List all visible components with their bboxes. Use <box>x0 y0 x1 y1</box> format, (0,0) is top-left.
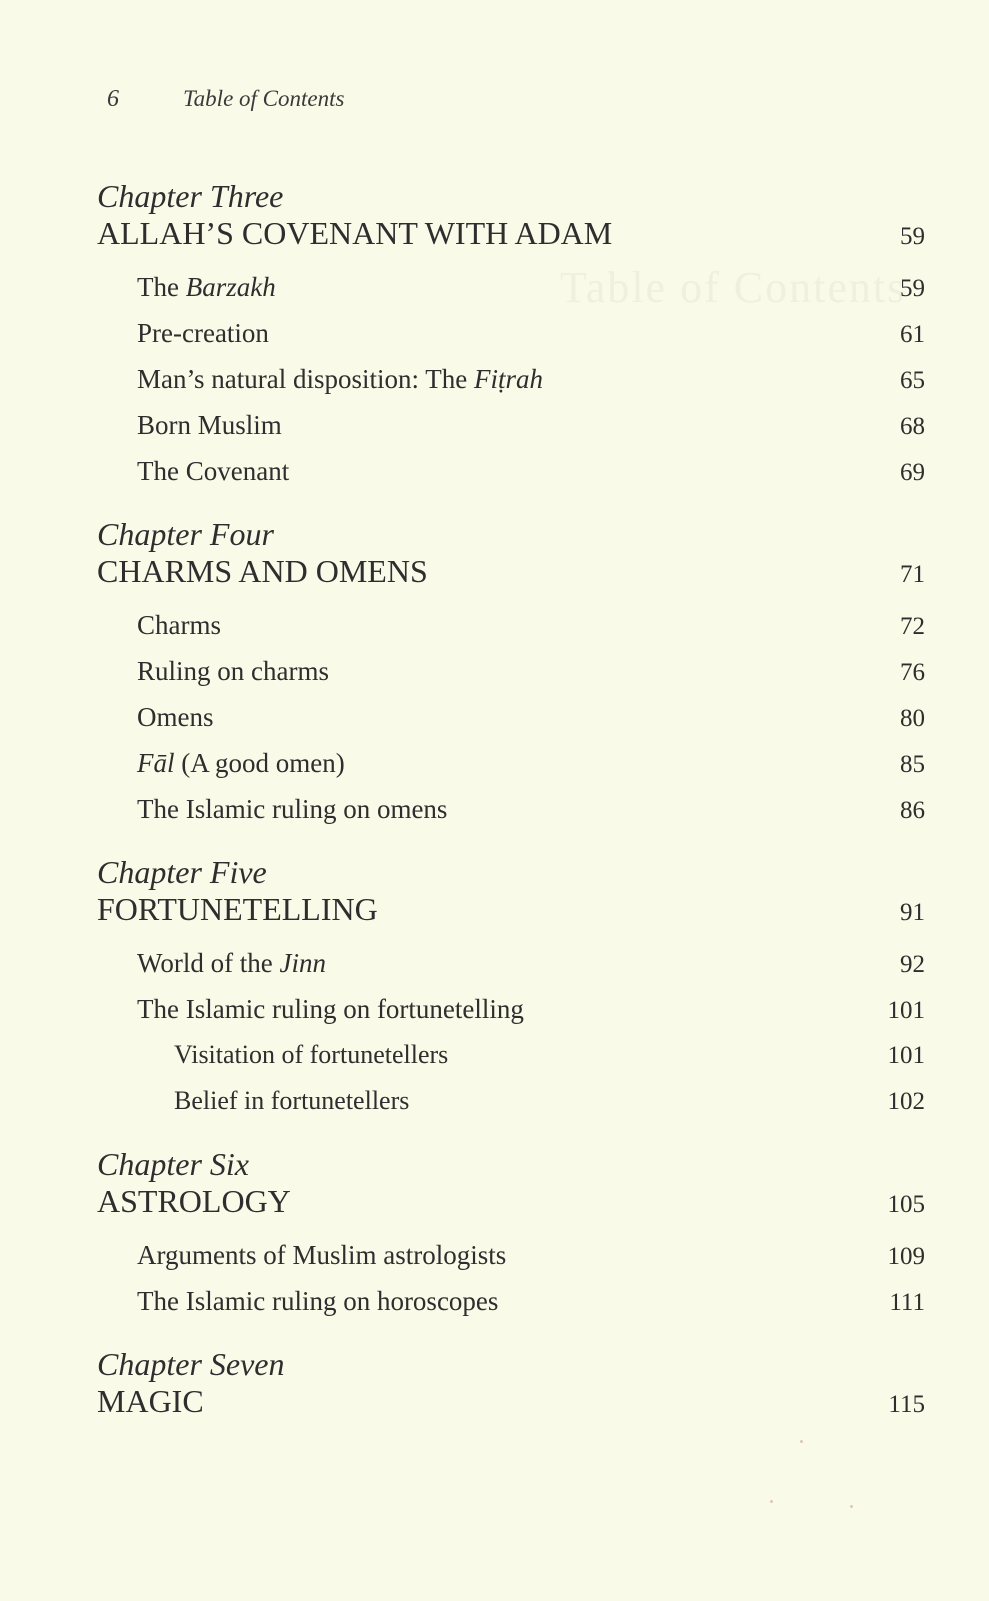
chapter-label: Chapter Four <box>97 516 274 552</box>
toc-entry[interactable] <box>97 786 925 832</box>
chapter-label: Chapter Three <box>97 178 284 214</box>
toc-entry[interactable] <box>97 648 925 694</box>
toc-entry[interactable] <box>97 986 925 1032</box>
chapter-title: ALLAH’S COVENANT WITH ADAM <box>97 215 613 251</box>
entry-label: Pre-creation <box>137 318 269 348</box>
running-head-title: Table of Contents <box>183 86 345 111</box>
entry-label: Belief in fortunetellers <box>174 1086 410 1115</box>
entry-label: World of the Jinn <box>137 948 327 978</box>
chapter-five <box>97 854 925 1124</box>
chapter-page: 115 <box>888 1391 925 1418</box>
chapter-title: FORTUNETELLING <box>97 891 378 927</box>
toc-subentry[interactable] <box>97 1078 925 1124</box>
entry-label: Born Muslim <box>137 410 282 440</box>
entry-page: 69 <box>900 459 925 486</box>
entry-page: 102 <box>887 1088 925 1115</box>
entry-label: Fāl (A good omen) <box>137 748 345 778</box>
entry-label: Visitation of fortunetellers <box>174 1040 449 1069</box>
running-head <box>107 86 344 113</box>
entry-label: The Barzakh <box>137 272 276 302</box>
entry-page: 68 <box>900 413 925 440</box>
table-of-contents <box>97 178 925 1446</box>
chapter-title-row[interactable] <box>97 552 925 594</box>
show-through-text: Table of Contents <box>560 263 907 312</box>
entry-label: Charms <box>137 610 221 640</box>
entry-page: 92 <box>900 951 925 978</box>
entry-page: 101 <box>887 997 925 1024</box>
entry-page: 86 <box>900 797 925 824</box>
entry-label: The Covenant <box>137 456 290 486</box>
chapter-seven <box>97 1346 925 1424</box>
chapter-title: ASTROLOGY <box>97 1183 291 1219</box>
toc-entry[interactable] <box>97 264 925 310</box>
entry-page: 111 <box>889 1289 925 1316</box>
chapter-four <box>97 516 925 832</box>
chapter-title-row[interactable] <box>97 214 925 256</box>
chapter-page: 91 <box>900 899 925 926</box>
chapter-three <box>97 178 925 494</box>
paper-speck <box>850 1505 853 1508</box>
chapter-label: Chapter Five <box>97 854 267 890</box>
entry-page: 85 <box>900 751 925 778</box>
entry-label: The Islamic ruling on omens <box>137 794 448 824</box>
page-number: 6 <box>107 86 119 112</box>
toc-entry[interactable] <box>97 402 925 448</box>
chapter-title-row[interactable] <box>97 1182 925 1224</box>
toc-entry[interactable] <box>97 1278 925 1324</box>
toc-entry[interactable] <box>97 694 925 740</box>
entry-page: 65 <box>900 367 925 394</box>
paper-speck <box>770 1500 773 1503</box>
entry-label: Man’s natural disposition: The Fiṭrah <box>137 364 543 394</box>
chapter-page: 71 <box>900 561 925 588</box>
entry-page: 109 <box>887 1243 925 1270</box>
chapter-title-row[interactable] <box>97 1382 925 1424</box>
chapter-title-row[interactable] <box>97 890 925 932</box>
toc-entry[interactable] <box>97 448 925 494</box>
toc-entry[interactable] <box>97 940 925 986</box>
toc-entry[interactable] <box>97 310 925 356</box>
toc-entry[interactable] <box>97 740 925 786</box>
chapter-label: Chapter Six <box>97 1146 249 1182</box>
entry-label: Arguments of Muslim astrologists <box>137 1240 507 1270</box>
entry-page: 72 <box>900 613 925 640</box>
entry-page: 76 <box>900 659 925 686</box>
toc-entry[interactable] <box>97 356 925 402</box>
entry-page: 80 <box>900 705 925 732</box>
chapter-six <box>97 1146 925 1324</box>
entry-label: The Islamic ruling on horoscopes <box>137 1286 499 1316</box>
chapter-title: MAGIC <box>97 1383 204 1419</box>
entry-page: 61 <box>900 321 925 348</box>
paper-speck <box>800 1440 803 1443</box>
entry-page: 101 <box>887 1042 925 1069</box>
chapter-title: CHARMS AND OMENS <box>97 553 428 589</box>
chapter-page: 59 <box>900 223 925 250</box>
toc-entry[interactable] <box>97 1232 925 1278</box>
chapter-page: 105 <box>887 1191 925 1218</box>
entry-label: Omens <box>137 702 214 732</box>
entry-label: Ruling on charms <box>137 656 329 686</box>
toc-subentry[interactable] <box>97 1032 925 1078</box>
chapter-label: Chapter Seven <box>97 1346 285 1382</box>
entry-page: 59 <box>900 275 925 302</box>
entry-label: The Islamic ruling on fortunetelling <box>137 994 524 1024</box>
toc-entry[interactable] <box>97 602 925 648</box>
